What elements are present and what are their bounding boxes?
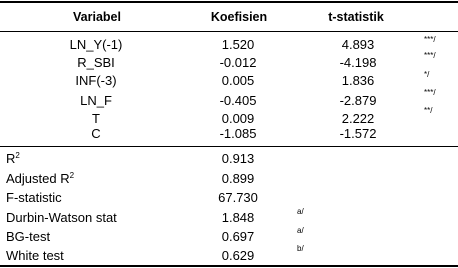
stat-label: White test	[6, 248, 64, 263]
superscript: 2	[69, 171, 75, 180]
header-koefisien: Koefisien	[210, 10, 268, 24]
superscript: 2	[15, 151, 20, 160]
stat-value: 67.730	[218, 190, 258, 205]
row-tstat: 2.222	[341, 111, 375, 126]
note-marker: b/	[297, 244, 304, 253]
row-variable: T	[92, 111, 100, 126]
row-coef: 0.005	[221, 73, 255, 88]
bottom-rule	[0, 265, 458, 267]
row-variable: INF(-3)	[75, 73, 117, 88]
significance-marker: ***/	[424, 35, 436, 44]
header-variabel: Variabel	[73, 10, 121, 24]
row-tstat: -1.572	[339, 126, 377, 141]
stat-label: $R^2$	[6, 151, 20, 166]
row-coef: -0.405	[219, 93, 257, 108]
header-rule	[0, 31, 458, 32]
row-coef: -0.012	[219, 55, 257, 70]
row-variable: R_SBI	[77, 55, 115, 70]
row-tstat: 1.836	[341, 73, 375, 88]
stat-value: 0.697	[221, 229, 255, 244]
row-coef: -1.085	[219, 126, 257, 141]
row-tstat: -4.198	[339, 55, 377, 70]
stat-value: 0.629	[221, 248, 255, 263]
note-marker: a/	[297, 207, 304, 216]
stat-label: BG-test	[6, 229, 51, 244]
stat-value: 1.848	[221, 210, 255, 225]
header-t-statistik: t-statistik	[328, 10, 384, 24]
row-variable: LN_Y(-1)	[69, 37, 123, 52]
row-tstat: 4.893	[341, 37, 375, 52]
row-coef: 1.520	[221, 37, 255, 52]
stat-value: 0.913	[221, 151, 255, 166]
row-tstat: -2.879	[339, 93, 377, 108]
stat-value: 0.899	[221, 171, 255, 186]
stat-label: Durbin-Watson stat	[6, 210, 117, 225]
significance-marker: ***/	[424, 88, 436, 97]
section-rule	[0, 146, 458, 147]
row-coef: 0.009	[221, 111, 255, 126]
significance-marker: ***/	[424, 51, 436, 60]
row-variable: LN_F	[80, 93, 112, 108]
stat-label: Adjusted $R^2$	[6, 171, 75, 186]
top-rule	[0, 1, 458, 3]
significance-marker: */	[424, 70, 430, 79]
stat-label: F-statistic	[6, 190, 62, 205]
row-variable: C	[91, 126, 101, 141]
significance-marker: **/	[424, 106, 433, 115]
note-marker: a/	[297, 226, 304, 235]
